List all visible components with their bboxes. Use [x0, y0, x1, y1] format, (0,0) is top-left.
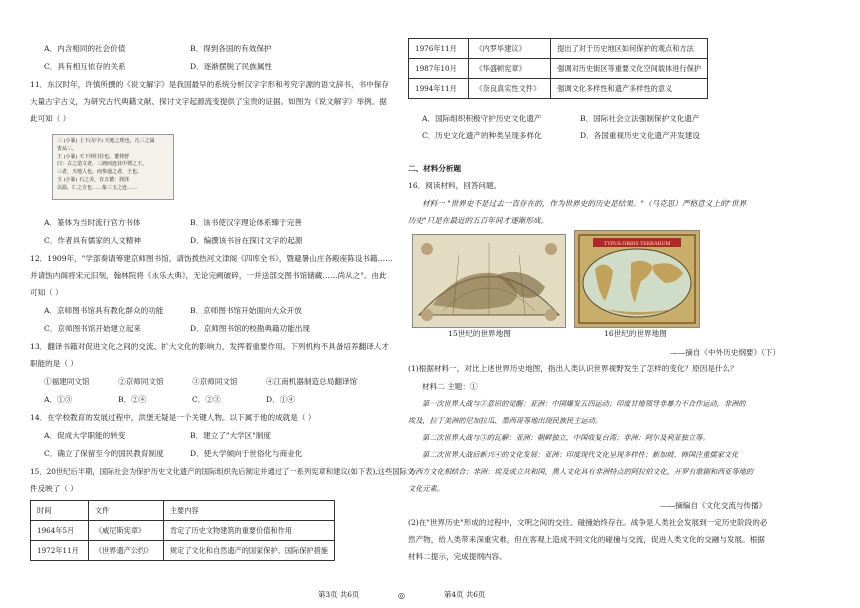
- table-row: [409, 79, 708, 99]
- q11-option-c: C．作者具有儒家的人文精神: [44, 236, 141, 245]
- q11-option-a: A．篆体为当时流行官方书体: [44, 218, 141, 227]
- q12-stem-line-2: 并请饬内阁将宋元旧刻，翰林院将《永乐大典》，无论完阙破碎，一并送部交图书馆储藏……尚从之"。由此: [30, 271, 387, 280]
- q14-option-c: C．确立了保留至今的国民教育制度: [44, 449, 164, 458]
- q12-option-b: B．京师图书馆开始面向大众开放: [190, 306, 302, 315]
- shuowen-figure: [52, 134, 174, 200]
- ptolemaic-map-image: [413, 235, 565, 327]
- q15-option-c: C．历史文化遗产的种类呈现多样化: [422, 131, 542, 140]
- figure-line: 曰：古之造文者，三画而连其中谓之王。: [57, 161, 148, 168]
- table-row: [31, 541, 335, 561]
- q16-part2-line-2: 然产物，给人类带来深重灾难，但在客观上造成不同文化的碰撞与交流，促进人类文化的交融与发展。根据: [408, 535, 765, 544]
- material2-line-1: 第一次世界大战与②意识的觉醒：亚洲：中国爆发五四运动；印度甘地领导非暴力不合作运动，非洲的: [422, 399, 746, 408]
- q14-option-d: D．使大学倾向于世俗化与商业化: [190, 449, 303, 458]
- table-cell: 《世界遗产公约》: [88, 541, 163, 561]
- table-cell: 规定了文化和自然遗产的国家保护、国际保护措施: [163, 541, 334, 561]
- map-banner-text: TYPUS ORBIS TERRARUM: [603, 241, 671, 247]
- q15-stem-line-2: 件反映了（ ）: [30, 484, 78, 493]
- figure-line: 以温，仁之方也……象三玉之连……: [57, 184, 138, 191]
- q14-option-b: B．建立了"大学区"制度: [190, 431, 271, 440]
- q13-option-c: C．②③: [192, 395, 221, 404]
- table-row: [31, 521, 335, 541]
- material2-head: 材料二 主题：①: [422, 382, 478, 391]
- page-footer-right: 第4页 共6页: [444, 590, 486, 599]
- table-cell: 《奈良真实性文件》: [469, 79, 551, 99]
- table-cell: 1976年11月: [409, 39, 469, 59]
- table-cell: 提出了对于历史地区如何保护的观点和方法: [551, 39, 708, 59]
- q10-option-c: C．具有相互依存的关系: [44, 62, 126, 71]
- table-header: 主要内容: [163, 501, 334, 521]
- q13-item-3: ③京师同文馆: [192, 377, 238, 386]
- q13-item-1: ①福建同文馆: [44, 377, 90, 386]
- q15-stem-line-1: 15．20世纪后半期，国际社会为保护历史文化遗产的国际组织先后制定并通过了一系列宪章和建议(如下表),这些国际文: [30, 467, 415, 476]
- material2-line-3: 第二次世界大战与③的瓦解：亚洲：朝鲜独立，中国收复台湾；非洲：阿尔及利亚独立等。: [422, 433, 710, 442]
- page-footer-left: 第3页 共6页: [318, 590, 360, 599]
- q16-part2-line-1: (2)在"世界历史"形成的过程中，文明之间的交往、碰撞始终存在。战争是人类社会发展到一定历史阶段的必: [408, 518, 768, 527]
- q14-option-a: A．促成大学职能的转变: [44, 431, 126, 440]
- q12-stem-line-3: 可知（ ）: [30, 288, 63, 297]
- table-cell: 肯定了历史文物建筑的重要价值和作用: [163, 521, 334, 541]
- material1-line-1: 材料一 "世界史不是过去一直存在的，作为世界史的历史是结果。"（马克思）严格意义上的"世界: [422, 199, 747, 208]
- q16-part1: (1)根据材料一，对比上述世界历史地图，指出人类认识世界视野发生了怎样的变化？原因是什么？: [408, 364, 738, 373]
- map2-caption: 16世纪的世界地图: [604, 329, 667, 338]
- map-16th-century: [574, 230, 700, 328]
- q13-stem-line-2: 职能的是（ ）: [30, 359, 78, 368]
- q15-table-part2: [408, 38, 708, 99]
- q14-stem: 14．在学校教育的发展过程中，洪堡无疑是一个关键人物。以下属于他的成就是（ ）: [30, 413, 316, 422]
- table-cell: 1964年5月: [31, 521, 89, 541]
- table-header-row: [31, 501, 335, 521]
- material2-line-6: 文化元素。: [408, 484, 444, 493]
- figure-line: 三 (小篆) 上下(尔字) 天地之理也，凡三之属: [57, 138, 155, 144]
- q12-option-c: C．京师图书馆开始建立起来: [44, 324, 141, 333]
- q15-table-part1: [30, 500, 335, 561]
- material1-line-2: 历史"只是在最近的五百年间才逐渐形成。: [408, 216, 549, 225]
- q15-option-b: B．国际社会立法强制保护文化遗产: [580, 114, 700, 123]
- q15-option-d: D．各国重视历史文化遗产开发建设: [580, 131, 700, 140]
- q13-option-a: A．①③: [44, 395, 73, 404]
- table-header: 文件: [88, 501, 163, 521]
- figure-line: 玉 (小篆) 石之美，有五德：润泽: [57, 176, 130, 183]
- source-2: ——摘编自《文化交流与传播》: [660, 501, 767, 510]
- table-cell: 强调对历史街区等重要文化空间载体进行保护: [551, 59, 708, 79]
- q16-part2-line-3: 材料二提示，完成提纲内容。: [408, 552, 507, 561]
- figure-line: 三者，天地人也，而参通之者，王也。: [57, 169, 143, 175]
- q11-stem-line-2: 大量古字古义，为研究古代典籍文献、探讨文字起源流变提供了宝贵的证据。如图为《说文解字》举例。据: [30, 97, 387, 106]
- table-cell: 《内罗毕建议》: [469, 39, 551, 59]
- q13-option-b: B．②④: [118, 395, 147, 404]
- table-cell: 《威尼斯宪章》: [88, 521, 163, 541]
- ortelius-map-image: [575, 231, 699, 327]
- figure-line: 皆从三。: [57, 145, 78, 152]
- table-row: [409, 39, 708, 59]
- map1-caption: 15世纪的世界地图: [448, 329, 511, 338]
- table-row: [409, 59, 708, 79]
- q11-option-b: B．该书使汉字理论体系臻于完善: [190, 218, 302, 227]
- q10-option-d: D．逐渐摆脱了民族属性: [190, 62, 273, 71]
- q13-stem-line-1: 13．翻译书籍对促进文化之间的交流、扩大文化的影响力，发挥着重要作用。下列机构不具备培养翻译人才: [30, 342, 389, 351]
- source-1: ——摘自《中外历史纲要》（下）: [670, 348, 781, 357]
- q16-intro: 16．阅读材料，回答问题。: [408, 181, 502, 190]
- q10-option-a: A．内含相同的社会价值: [44, 44, 126, 53]
- q13-item-2: ②京师同文馆: [118, 377, 164, 386]
- table-cell: 1972年11月: [31, 541, 89, 561]
- q11-stem-line-1: 11．东汉时年，许慎所撰的《说文解字》是我国最早的系统分析汉字字形和考究字源的语文辞书，书中保存: [30, 80, 389, 89]
- table-cell: 1987年10月: [409, 59, 469, 79]
- material2-line-2: 埃及，拉丁美洲的尼加拉瓜、墨西哥等地出现民族民主运动。: [408, 416, 603, 425]
- q13-item-4: ④江南机器制造总局翻译馆: [266, 377, 358, 386]
- section-title: 二、材料分析题: [408, 164, 462, 173]
- table-cell: 《华盛顿宪章》: [469, 59, 551, 79]
- q10-option-b: B．得到各国的有效保护: [190, 44, 272, 53]
- table-cell: 强调文化多样性和遗产多样性的意义: [551, 79, 708, 99]
- map-15th-century: [412, 234, 566, 328]
- q12-stem-line-1: 12．1909年，"学部奏请筹建京师图书馆，请饬拨热河文津阁《四库全书》，暨避暑山庄各殿座陈设书籍……: [30, 254, 393, 263]
- q11-stem-line-3: 此可知（ ）: [30, 114, 71, 123]
- q12-option-a: A．京师图书馆具有教化群众的功能: [44, 306, 164, 315]
- table-cell: 1994年11月: [409, 79, 469, 99]
- page-divider-mark: ◎: [398, 591, 405, 600]
- q12-option-d: D．京师图书馆的校勘典籍功能出现: [190, 324, 310, 333]
- q11-option-d: D．编撰该书旨在探讨文字的起源: [190, 236, 303, 245]
- q15-option-a: A．国际组织积极守护历史文化遗产: [422, 114, 542, 123]
- material2-line-4: 第二次世界大战后新兴④的文化发展：亚洲：印度现代文化呈现多样性；新加坡、韩国注重儒家文化: [422, 450, 739, 459]
- material2-line-5: 为西方文化相结合；非洲：埃及成立共和国，黑人文化具有非洲特点的阿拉伯文化，开罗有歌剧和西亚等地的: [408, 467, 754, 476]
- table-header: 时间: [31, 501, 89, 521]
- q13-option-d: D．①④: [266, 395, 295, 404]
- figure-line: 王 (小篆) 天下所归往也。董仲舒: [57, 153, 130, 160]
